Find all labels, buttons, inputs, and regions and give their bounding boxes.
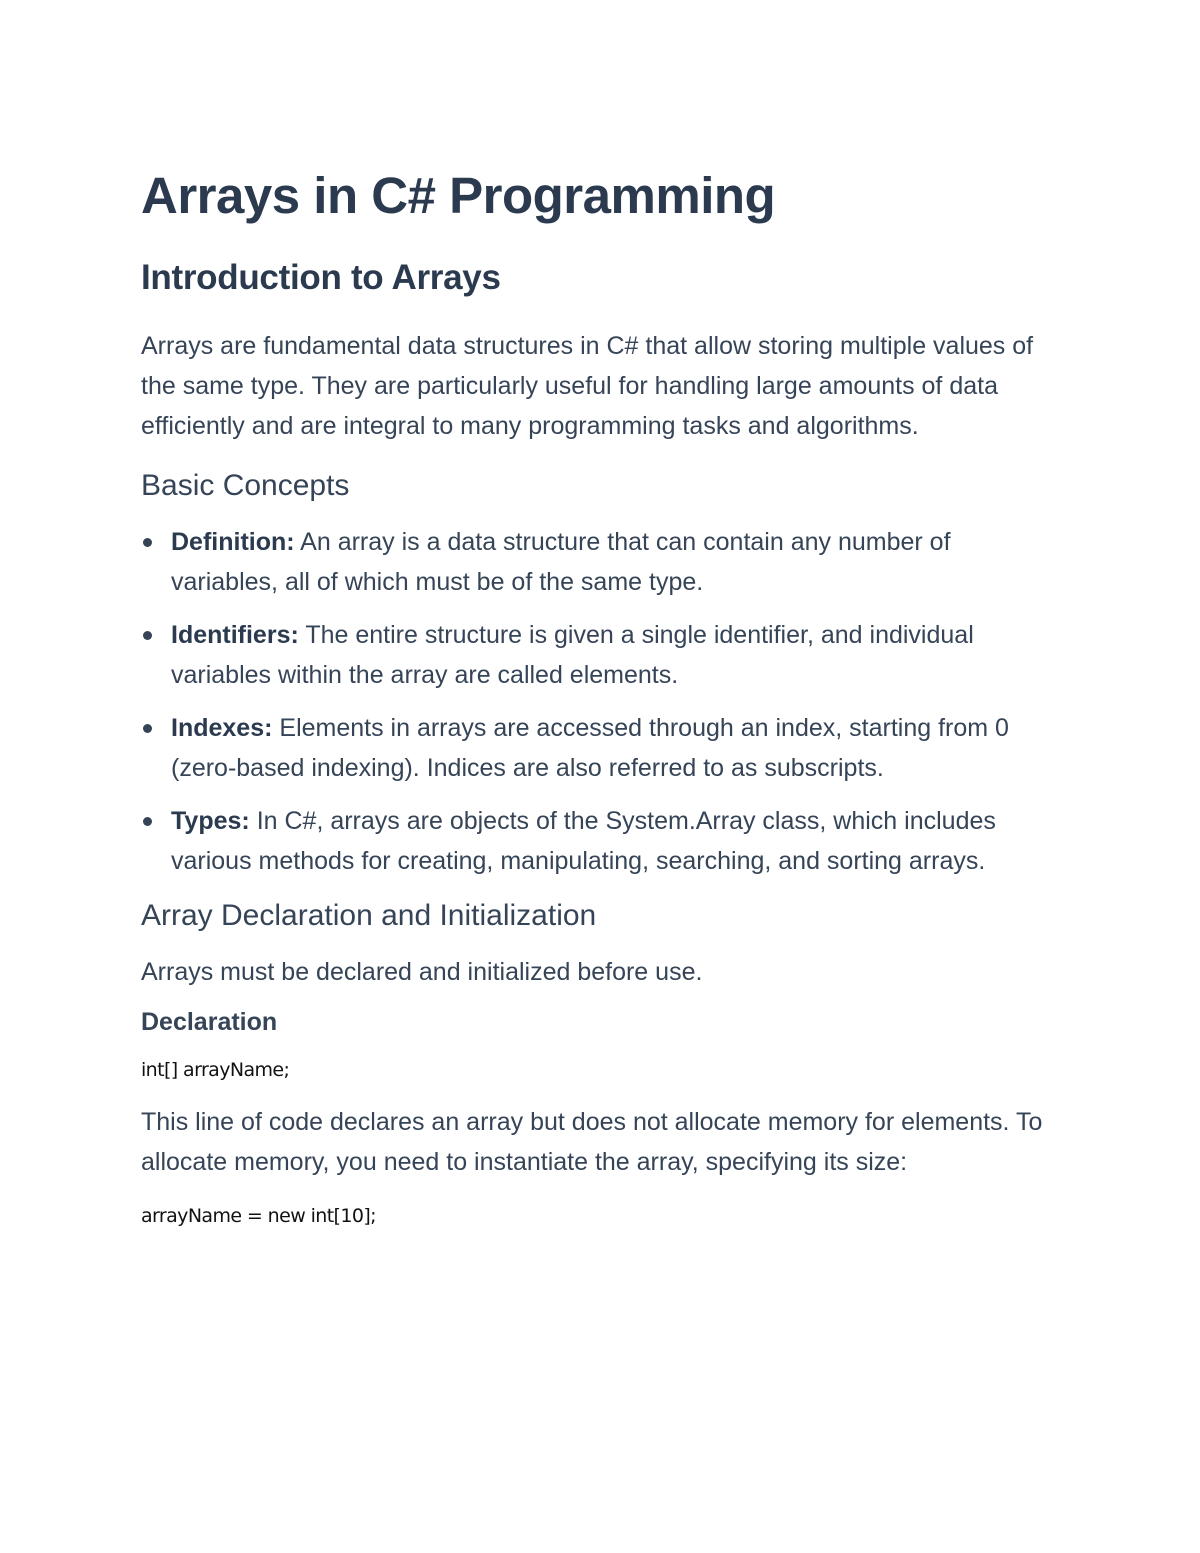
declaration-explanation-paragraph: This line of code declares an array but does not allocate memory for elements. To allocate memory, you need to instantiate the array, specifying its size: xyxy=(141,1108,1043,1176)
list-item: Indexes: Elements in arrays are accessed through an index, starting from 0 (zero-based indexing). Indices are also referred to as subscripts. xyxy=(141,708,1061,788)
item-term: Definition xyxy=(171,528,287,556)
bullet-icon xyxy=(143,538,152,547)
item-text: The entire structure is given a single identifier, and individual variables within the array are called elements. xyxy=(171,621,974,689)
page-title: Arrays in C# Programming xyxy=(141,167,776,224)
item-text: An array is a data structure that can contain any number of variables, all of which must be of the same type. xyxy=(171,528,951,596)
basic-concepts-list xyxy=(141,522,1061,881)
item-term: Identifiers xyxy=(171,621,291,649)
code-line-instantiation: arrayName = new int[10]; xyxy=(141,1205,376,1227)
bullet-icon xyxy=(143,631,152,640)
bullet-icon xyxy=(143,724,152,733)
list-item: Definition: An array is a data structure that can contain any number of variables, all of which must be of the same type. xyxy=(141,522,1061,602)
document-page xyxy=(141,160,1061,1230)
item-term: Indexes xyxy=(171,714,265,742)
declaration-intro-paragraph: Arrays must be declared and initialized before use. xyxy=(141,958,703,986)
basic-concepts-heading: Basic Concepts xyxy=(141,469,350,502)
item-term: Types xyxy=(171,807,242,835)
list-item: Types: In C#, arrays are objects of the System.Array class, which includes various methods for creating, manipulating, searching, and sorting arrays. xyxy=(141,801,1061,881)
bullet-icon xyxy=(143,817,152,826)
declaration-section-heading: Array Declaration and Initialization xyxy=(141,899,597,932)
declaration-subheading: Declaration xyxy=(141,1008,278,1036)
code-line-declaration: int[] arrayName; xyxy=(141,1059,290,1081)
list-item: Identifiers: The entire structure is given a single identifier, and individual variables within the array are called elements. xyxy=(141,615,1061,695)
intro-paragraph: Arrays are fundamental data structures in C# that allow storing multiple values of the same type. They are particularly useful for handling large amounts of data efficiently and are integral to many programming tasks and algorithms. xyxy=(141,332,1034,440)
intro-heading: Introduction to Arrays xyxy=(141,258,501,297)
item-text: Elements in arrays are accessed through an index, starting from 0 (zero-based indexing). Indices are also referred to as subscripts. xyxy=(171,714,1009,782)
item-text: In C#, arrays are objects of the System.Array class, which includes various methods for creating, manipulating, searching, and sorting arrays. xyxy=(171,807,996,875)
